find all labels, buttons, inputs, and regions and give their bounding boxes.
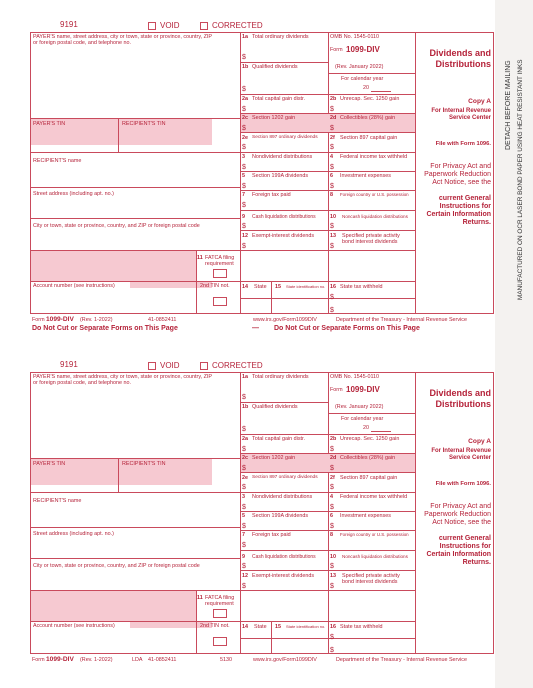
form-code: 9191 bbox=[60, 360, 78, 369]
rule bbox=[240, 590, 415, 591]
box2d-num: 2d bbox=[330, 115, 337, 121]
box2b-num: 2b bbox=[330, 436, 337, 442]
do-not-cut-left: Do Not Cut or Separate Forms on This Page bbox=[32, 325, 178, 332]
box12-num: 12 bbox=[242, 233, 248, 239]
payer-tin-label: PAYER'S TIN bbox=[33, 461, 66, 467]
footer-form-name: 1099-DIV bbox=[46, 316, 74, 323]
dollar-sign: $ bbox=[330, 504, 334, 511]
form-code: 9191 bbox=[60, 20, 78, 29]
rule bbox=[30, 281, 240, 282]
dollar-sign: $ bbox=[330, 106, 334, 113]
void-checkbox[interactable] bbox=[148, 22, 156, 30]
footer-5130: 5130 bbox=[220, 657, 232, 663]
dollar-sign: $ bbox=[242, 183, 246, 190]
void-label: VOID bbox=[160, 21, 180, 30]
rule bbox=[240, 550, 415, 551]
rule bbox=[240, 190, 415, 191]
rule bbox=[240, 250, 415, 251]
box8-num: 8 bbox=[330, 192, 333, 198]
box2b-label: Unrecap. Sec. 1250 gain bbox=[340, 436, 400, 442]
box10-label: Noncash liquidation distributions bbox=[342, 554, 408, 559]
box2b-num: 2b bbox=[330, 96, 337, 102]
box5-label: Section 199A dividends bbox=[252, 513, 309, 519]
second-tin-checkbox[interactable] bbox=[213, 637, 227, 646]
rule bbox=[240, 638, 415, 639]
rule bbox=[240, 372, 241, 654]
dollar-sign: $ bbox=[242, 86, 246, 93]
box3-num: 3 bbox=[242, 154, 245, 160]
account-label: Account number (see instructions) bbox=[33, 623, 115, 629]
box7-label: Foreign tax paid bbox=[252, 532, 291, 538]
rule bbox=[118, 458, 119, 492]
box6-label: Investment expenses bbox=[340, 513, 391, 519]
box1b-num: 1b bbox=[242, 404, 249, 410]
rule bbox=[240, 530, 415, 531]
year-underline bbox=[371, 91, 391, 92]
box4-num: 4 bbox=[330, 494, 333, 500]
box16-label: State tax withheld bbox=[340, 624, 383, 630]
box3-label: Nondividend distributions bbox=[252, 154, 313, 160]
box15-label: State identification no. bbox=[286, 624, 326, 629]
box13-label: Specified private activity bond interest dividends bbox=[342, 233, 400, 245]
corrected-label: CORRECTED bbox=[212, 21, 263, 30]
form-name: 1099-DIV bbox=[346, 385, 380, 394]
fatca-checkbox[interactable] bbox=[213, 269, 227, 278]
for-irs-label: For Internal Revenue Service Center bbox=[431, 448, 491, 461]
box5-num: 5 bbox=[242, 173, 245, 179]
box1a-num: 1a bbox=[242, 374, 248, 380]
rule bbox=[196, 590, 197, 654]
dollar-sign: $ bbox=[330, 223, 334, 230]
dollar-sign: $ bbox=[330, 164, 334, 171]
box15-num: 15 bbox=[275, 284, 281, 290]
dollar-sign: $ bbox=[242, 484, 246, 491]
dollar-sign: $ bbox=[330, 144, 334, 151]
footer-catalog: 41-0852411 bbox=[148, 317, 177, 323]
fatca-label: FATCA filing requirement bbox=[205, 595, 235, 607]
box2f-num: 2f bbox=[330, 475, 335, 481]
recipient-name-label: RECIPIENT'S name bbox=[33, 158, 82, 164]
form-title: Dividends and Distributions bbox=[429, 48, 491, 69]
recipient-name-label: RECIPIENT'S name bbox=[33, 498, 82, 504]
rule bbox=[271, 281, 272, 314]
box12-label: Exempt-interest dividends bbox=[252, 233, 315, 239]
calendar-year-label: For calendar year bbox=[341, 416, 384, 422]
rule bbox=[328, 32, 329, 314]
box2c-num: 2c bbox=[242, 115, 248, 121]
box12-label: Exempt-interest dividends bbox=[252, 573, 315, 579]
payer-tin-label: PAYER'S TIN bbox=[33, 121, 66, 127]
box10-num: 10 bbox=[330, 214, 336, 220]
rule bbox=[30, 590, 240, 591]
rule bbox=[240, 171, 415, 172]
dollar-sign: $ bbox=[242, 542, 246, 549]
fatca-label: FATCA filing requirement bbox=[205, 255, 235, 267]
box2c-num: 2c bbox=[242, 455, 248, 461]
rule bbox=[240, 94, 415, 95]
rule bbox=[240, 402, 328, 403]
box2b-label: Unrecap. Sec. 1250 gain bbox=[340, 96, 400, 102]
corrected-checkbox[interactable] bbox=[200, 22, 208, 30]
dollar-sign: $ bbox=[330, 243, 334, 250]
box16-num: 16 bbox=[330, 624, 336, 630]
dollar-sign: $ bbox=[242, 223, 246, 230]
box4-label: Federal income tax withheld bbox=[340, 154, 408, 160]
form-1099-div-bottom bbox=[30, 358, 498, 676]
manufactured-text: MANUFACTURED ON OCR LASER BOND PAPER USING HEAT RESISTANT INKS bbox=[517, 59, 524, 300]
box2a-num: 2a bbox=[242, 436, 248, 442]
dollar-sign: $ bbox=[242, 54, 246, 61]
rule bbox=[30, 118, 240, 119]
rule bbox=[328, 372, 329, 654]
box2e-num: 2e bbox=[242, 475, 248, 481]
street-label: Street address (including apt. no.) bbox=[33, 531, 114, 537]
payer-name-label: PAYER'S name, street address, city or town, state or province, country, ZIP or foreign postal code, and telephone no. bbox=[33, 34, 212, 46]
box5-label: Section 199A dividends bbox=[252, 173, 309, 179]
do-not-cut-right: Do Not Cut or Separate Forms on This Page bbox=[274, 325, 420, 332]
rule bbox=[240, 621, 415, 622]
dollar-sign: $ bbox=[242, 426, 246, 433]
dollar-sign: $ bbox=[242, 583, 246, 590]
copy-a-label: Copy A bbox=[468, 438, 491, 445]
box2d-label: Collectibles (28%) gain bbox=[340, 455, 396, 461]
rule bbox=[271, 621, 272, 654]
dollar-sign: $ bbox=[242, 446, 246, 453]
rule bbox=[30, 152, 240, 153]
rule bbox=[240, 281, 415, 282]
box2e-num: 2e bbox=[242, 135, 248, 141]
dollar-sign: $ bbox=[242, 394, 246, 401]
box7-num: 7 bbox=[242, 192, 245, 198]
rule bbox=[30, 218, 240, 219]
dollar-sign: $ bbox=[330, 125, 334, 132]
rule bbox=[30, 621, 240, 622]
corrected-label: CORRECTED bbox=[212, 361, 263, 370]
dollar-sign: $ bbox=[330, 634, 334, 641]
box5-num: 5 bbox=[242, 513, 245, 519]
revision-label: (Rev. January 2022) bbox=[335, 64, 384, 70]
box13-label: Specified private activity bond interest dividends bbox=[342, 573, 400, 585]
for-irs-label: For Internal Revenue Service Center bbox=[431, 108, 491, 121]
city-label: City or town, state or province, country, and ZIP or foreign postal code bbox=[33, 563, 200, 569]
box2f-num: 2f bbox=[330, 135, 335, 141]
omb-number: OMB No. 1545-0110 bbox=[330, 34, 380, 40]
dollar-sign: $ bbox=[242, 125, 246, 132]
dollar-sign: $ bbox=[330, 563, 334, 570]
rule bbox=[415, 372, 416, 654]
general-instructions: current General Instructions for Certain Information Returns. bbox=[426, 195, 491, 226]
rule bbox=[240, 152, 415, 153]
dollar-sign: $ bbox=[242, 202, 246, 209]
footer-department: Department of the Treasury - Internal Revenue Service bbox=[336, 657, 467, 663]
second-tin-label: 2nd TIN not. bbox=[200, 283, 230, 289]
copy-a-label: Copy A bbox=[468, 98, 491, 105]
rule bbox=[30, 492, 240, 493]
box1a-num: 1a bbox=[242, 34, 248, 40]
form-1099-div-top bbox=[30, 18, 498, 336]
rule bbox=[240, 434, 415, 435]
dollar-sign: $ bbox=[242, 144, 246, 151]
box1b-num: 1b bbox=[242, 64, 249, 70]
footer-revision: (Rev. 1-2022) bbox=[80, 657, 113, 663]
rule bbox=[240, 32, 241, 314]
box13-num: 13 bbox=[330, 573, 336, 579]
dollar-sign: $ bbox=[242, 243, 246, 250]
rule bbox=[328, 73, 415, 74]
footer-form-word: Form bbox=[32, 317, 45, 323]
calendar-year-label: For calendar year bbox=[341, 76, 384, 82]
dollar-sign: $ bbox=[330, 484, 334, 491]
rule bbox=[240, 472, 415, 473]
box14-label: State bbox=[254, 284, 267, 290]
dollar-sign: $ bbox=[242, 563, 246, 570]
fatca-num: 11 bbox=[197, 595, 203, 601]
box13-num: 13 bbox=[330, 233, 336, 239]
box14-num: 14 bbox=[242, 284, 248, 290]
box10-label: Noncash liquidation distributions bbox=[342, 214, 408, 219]
year-underline bbox=[371, 431, 391, 432]
payer-name-label: PAYER'S name, street address, city or town, state or province, country, ZIP or foreign postal code, and telephone no. bbox=[33, 374, 212, 386]
box2e-label: Section 897 ordinary dividends bbox=[252, 135, 318, 140]
box8-label: Foreign country or U.S. possession bbox=[340, 192, 409, 197]
box3-num: 3 bbox=[242, 494, 245, 500]
box14-num: 14 bbox=[242, 624, 248, 630]
rule bbox=[240, 230, 415, 231]
omb-number: OMB No. 1545-0110 bbox=[330, 374, 380, 380]
privacy-notice: For Privacy Act and Paperwork Reduction Act Notice, see the bbox=[424, 503, 491, 526]
dollar-sign: $ bbox=[330, 583, 334, 590]
box4-num: 4 bbox=[330, 154, 333, 160]
box1b-label: Qualified dividends bbox=[252, 404, 298, 410]
box2a-label: Total capital gain distr. bbox=[252, 96, 306, 102]
dollar-sign: $ bbox=[330, 183, 334, 190]
box7-label: Foreign tax paid bbox=[252, 192, 291, 198]
fatca-num: 11 bbox=[197, 255, 203, 261]
box1b-label: Qualified dividends bbox=[252, 64, 298, 70]
box9-label: Cash liquidation distributions bbox=[252, 214, 316, 220]
rule bbox=[30, 187, 240, 188]
side-stripe bbox=[495, 0, 533, 688]
dollar-sign: $ bbox=[242, 465, 246, 472]
box12-num: 12 bbox=[242, 573, 248, 579]
revision-label: (Rev. January 2022) bbox=[335, 404, 384, 410]
rule bbox=[240, 62, 328, 63]
box14-label: State bbox=[254, 624, 267, 630]
rule bbox=[240, 210, 415, 211]
recipient-tin-label: RECIPIENT'S TIN bbox=[122, 461, 166, 467]
footer-form-name: 1099-DIV bbox=[46, 656, 74, 663]
box8-num: 8 bbox=[330, 532, 333, 538]
rule bbox=[30, 527, 240, 528]
footer-form-word: Form bbox=[32, 657, 45, 663]
dollar-sign: $ bbox=[330, 307, 334, 314]
box10-num: 10 bbox=[330, 554, 336, 560]
fatca-fill bbox=[31, 251, 197, 281]
box2e-label: Section 897 ordinary dividends bbox=[252, 475, 318, 480]
box2d-num: 2d bbox=[330, 455, 337, 461]
rule bbox=[118, 118, 119, 152]
dollar-sign: $ bbox=[330, 446, 334, 453]
box16-label: State tax withheld bbox=[340, 284, 383, 290]
rule bbox=[30, 458, 240, 459]
box7-num: 7 bbox=[242, 532, 245, 538]
street-label: Street address (including apt. no.) bbox=[33, 191, 114, 197]
file-with-label: File with Form 1096. bbox=[435, 481, 491, 487]
dollar-sign: $ bbox=[242, 106, 246, 113]
box2c-label: Section 1202 gain bbox=[252, 455, 296, 461]
box9-num: 9 bbox=[242, 214, 245, 220]
account-label: Account number (see instructions) bbox=[33, 283, 115, 289]
rule bbox=[328, 413, 415, 414]
corrected-checkbox[interactable] bbox=[200, 362, 208, 370]
footer-irs-url: www.irs.gov/Form1099DIV bbox=[253, 317, 317, 323]
box2c-label: Section 1202 gain bbox=[252, 115, 296, 121]
footer-department: Department of the Treasury - Internal Revenue Service bbox=[336, 317, 467, 323]
box15-num: 15 bbox=[275, 624, 281, 630]
box2a-num: 2a bbox=[242, 96, 248, 102]
form-word: Form bbox=[330, 387, 343, 393]
rule bbox=[240, 570, 415, 571]
footer-revision: (Rev. 1-2022) bbox=[80, 317, 113, 323]
rule bbox=[240, 492, 415, 493]
dollar-sign: $ bbox=[330, 523, 334, 530]
void-label: VOID bbox=[160, 361, 180, 370]
void-checkbox[interactable] bbox=[148, 362, 156, 370]
fatca-fill bbox=[31, 591, 197, 621]
rule bbox=[240, 511, 415, 512]
fatca-checkbox[interactable] bbox=[213, 609, 227, 618]
dollar-sign: $ bbox=[330, 294, 334, 301]
dollar-sign: $ bbox=[242, 504, 246, 511]
form-title: Dividends and Distributions bbox=[429, 388, 491, 409]
city-label: City or town, state or province, country, and ZIP or foreign postal code bbox=[33, 223, 200, 229]
rule bbox=[415, 32, 416, 314]
dollar-sign: $ bbox=[242, 164, 246, 171]
rule bbox=[196, 250, 197, 314]
year-label: 20 bbox=[363, 425, 369, 431]
box16-num: 16 bbox=[330, 284, 336, 290]
detach-text: DETACH BEFORE MAILING bbox=[505, 60, 512, 150]
box1a-label: Total ordinary dividends bbox=[252, 374, 309, 380]
box8-label: Foreign country or U.S. possession bbox=[340, 532, 409, 537]
general-instructions: current General Instructions for Certain Information Returns. bbox=[426, 535, 491, 566]
box9-num: 9 bbox=[242, 554, 245, 560]
box2f-label: Section 897 capital gain bbox=[340, 475, 398, 481]
box2d-label: Collectibles (28%) gain bbox=[340, 115, 396, 121]
footer-lda: LDA bbox=[132, 657, 143, 663]
second-tin-checkbox[interactable] bbox=[213, 297, 227, 306]
dollar-sign: $ bbox=[242, 523, 246, 530]
form-word: Form bbox=[330, 47, 343, 53]
box2f-label: Section 897 capital gain bbox=[340, 135, 398, 141]
footer-catalog: 41-0852411 bbox=[148, 657, 177, 663]
rule bbox=[240, 298, 415, 299]
form-name: 1099-DIV bbox=[346, 45, 380, 54]
rule bbox=[30, 558, 240, 559]
do-not-cut-dash: — bbox=[252, 325, 259, 332]
box6-label: Investment expenses bbox=[340, 173, 391, 179]
dollar-sign: $ bbox=[330, 465, 334, 472]
box6-num: 6 bbox=[330, 513, 333, 519]
second-tin-label: 2nd TIN not. bbox=[200, 623, 230, 629]
year-label: 20 bbox=[363, 85, 369, 91]
box9-label: Cash liquidation distributions bbox=[252, 554, 316, 560]
box6-num: 6 bbox=[330, 173, 333, 179]
footer-irs-url: www.irs.gov/Form1099DIV bbox=[253, 657, 317, 663]
box2a-label: Total capital gain distr. bbox=[252, 436, 306, 442]
recipient-tin-label: RECIPIENT'S TIN bbox=[122, 121, 166, 127]
box3-label: Nondividend distributions bbox=[252, 494, 313, 500]
privacy-notice: For Privacy Act and Paperwork Reduction Act Notice, see the bbox=[424, 163, 491, 186]
rule bbox=[240, 132, 415, 133]
box1a-label: Total ordinary dividends bbox=[252, 34, 309, 40]
box4-label: Federal income tax withheld bbox=[340, 494, 408, 500]
file-with-label: File with Form 1096. bbox=[435, 141, 491, 147]
rule bbox=[30, 250, 240, 251]
dollar-sign: $ bbox=[330, 647, 334, 654]
box15-label: State identification no. bbox=[286, 284, 326, 289]
